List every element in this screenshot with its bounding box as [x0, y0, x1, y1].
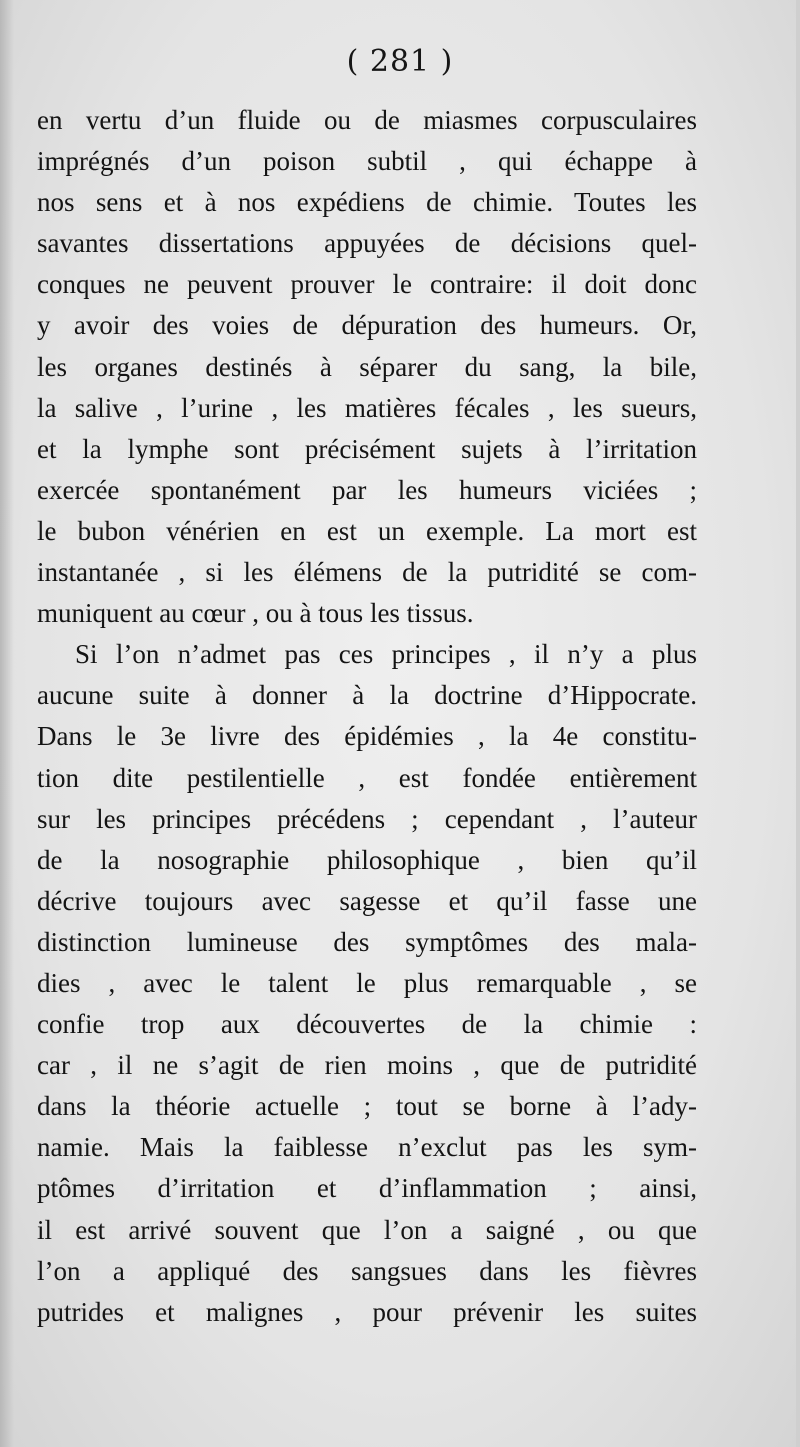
text-line: dies , avec le talent le plus remarquable , se: [37, 967, 697, 998]
text-line: muniquent au cœur , ou à tous les tissus.: [37, 598, 474, 629]
page-edge: [796, 0, 800, 1447]
text-line: savantes dissertations appuyées de décisions quel-: [37, 228, 697, 259]
text-line: en vertu d’un fluide ou de miasmes corpusculaires: [37, 105, 697, 135]
text-line: instantanée , si les élémens de la putridité se com-: [37, 557, 697, 588]
text-line: sur les principes précédens ; cependant , l’auteur: [37, 803, 697, 834]
text-line: car , il ne s’agit de rien moins , que de putridité: [37, 1050, 697, 1081]
text-line: ptômes d’irritation et d’inflammation ; ainsi,: [37, 1173, 697, 1204]
text-line: de la nosographie philosophique , bien qu’il: [37, 844, 697, 875]
text-line: exercée spontanément par les humeurs viciées ;: [37, 474, 697, 505]
text-line: l’on a appliqué des sangsues dans les fièvres: [37, 1255, 697, 1286]
text-line: les organes destinés à séparer du sang, la bile,: [37, 351, 697, 382]
text-line: aucune suite à donner à la doctrine d’Hippocrate.: [37, 680, 697, 711]
text-line: la salive , l’urine , les matières fécales , les sueurs,: [37, 392, 697, 423]
text-line: distinction lumineuse des symptômes des mala-: [37, 926, 697, 957]
text-line: et la lymphe sont précisément sujets à l’irritation: [37, 433, 697, 464]
text-line: tion dite pestilentielle , est fondée entièrement: [37, 762, 697, 793]
text-line: imprégnés d’un poison subtil , qui échappe à: [37, 146, 697, 177]
text-line: putrides et malignes , pour prévenir les suites: [37, 1296, 697, 1327]
page-number: ( 281 ): [346, 44, 454, 79]
paragraph-first-line: Si l’on n’admet pas ces principes , il n’y a plus: [75, 639, 697, 670]
text-line: décrive toujours avec sagesse et qu’il fasse une: [37, 885, 697, 916]
body-text: [37, 100, 697, 1333]
text-line: il est arrivé souvent que l’on a saigné , ou que: [37, 1214, 697, 1245]
text-line: nos sens et à nos expédiens de chimie. Toutes les: [37, 187, 697, 218]
text-line: y avoir des voies de dépuration des humeurs. Or,: [37, 310, 697, 341]
text-line: dans la théorie actuelle ; tout se borne à l’ady-: [37, 1091, 697, 1122]
text-line: conques ne peuvent prouver le contraire: il doit donc: [37, 269, 697, 300]
text-line: Dans le 3e livre des épidémies , la 4e constitu-: [37, 721, 697, 752]
text-line: confie trop aux découvertes de la chimie :: [37, 1009, 697, 1040]
text-line: namie. Mais la faiblesse n’exclut pas les sym-: [37, 1132, 697, 1163]
text-line: le bubon vénérien en est un exemple. La mort est: [37, 515, 697, 546]
page-gutter-shadow: [0, 0, 14, 1447]
